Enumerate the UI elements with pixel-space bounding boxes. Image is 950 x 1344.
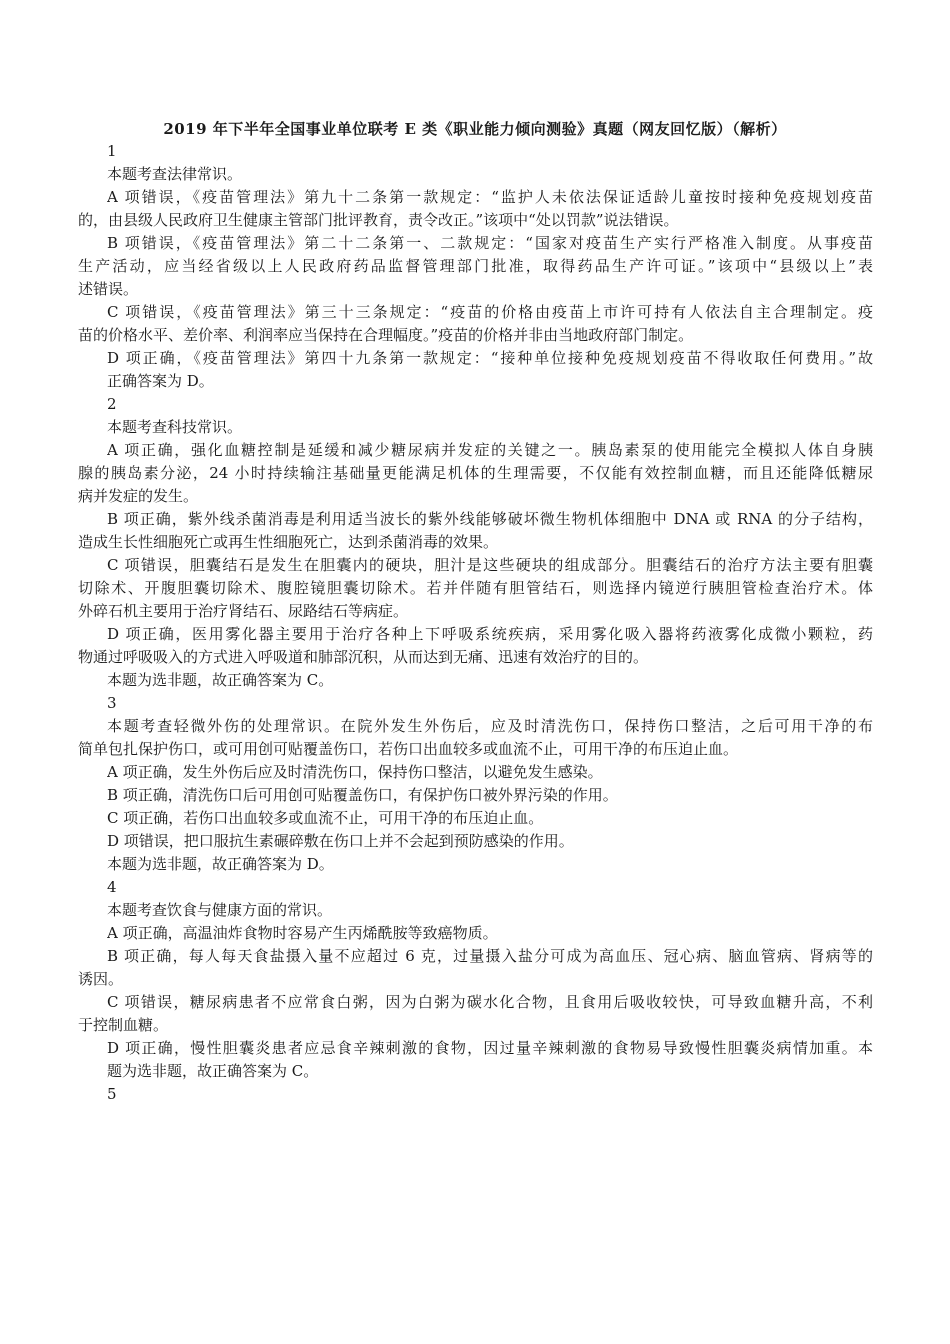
paragraph: D 项正确，医用雾化器主要用于治疗各种上下呼吸系统疾病，采用雾化吸入器将药液雾化成微小颗粒，药 bbox=[107, 625, 873, 643]
paragraph: A 项正确，强化血糖控制是延缓和减少糖尿病并发症的关键之一。胰岛素泵的使用能完全模拟人体自身胰 bbox=[107, 441, 873, 459]
paragraph-continuation: 物通过呼吸吸入的方式进入呼吸道和肺部沉积，从而达到无痛、迅速有效治疗的目的。 bbox=[78, 648, 649, 666]
answer-line: 本题为选非题，故正确答案为 C。 bbox=[107, 671, 334, 689]
answer-line: 本题为选非题，故正确答案为 D。 bbox=[107, 855, 334, 873]
paragraph: 本题考查法律常识。 bbox=[107, 165, 243, 183]
paragraph-continuation: 外碎石机主要用于治疗肾结石、尿路结石等病症。 bbox=[78, 602, 409, 620]
document-body bbox=[78, 140, 873, 1106]
paragraph-continuation: 简单包扎保护伤口，或可用创可贴覆盖伤口，若伤口出血较多或血流不止，可用干净的布压迫止血。 bbox=[78, 740, 739, 758]
paragraph-continuation: 正确答案为 D。 bbox=[107, 372, 214, 390]
paragraph: C 项错误，《疫苗管理法》第三十三条规定：“疫苗的价格由疫苗上市许可持有人依法自主合理制定。疫 bbox=[107, 303, 873, 321]
paragraph-continuation: 苗的价格水平、差价率、利润率应当保持在合理幅度。”疫苗的价格并非由当地政府部门制定。 bbox=[78, 326, 694, 344]
paragraph-continuation: 切除术、开腹胆囊切除术、腹腔镜胆囊切除术。若并伴随有胆管结石，则选择内镜逆行胰胆管检查治疗术。体 bbox=[78, 579, 873, 597]
paragraph: A 项正确，发生外伤后应及时清洗伤口，保持伤口整洁，以避免发生感染。 bbox=[107, 763, 603, 781]
paragraph: C 项错误，糖尿病患者不应常食白粥，因为白粥为碳水化合物，且食用后吸收较快，可导致血糖升高，不利 bbox=[107, 993, 873, 1011]
question-number: 3 bbox=[107, 694, 117, 712]
paragraph: 本题考查饮食与健康方面的常识。 bbox=[107, 901, 333, 919]
paragraph: C 项错误，胆囊结石是发生在胆囊内的硬块，胆汁是这些硬块的组成部分。胆囊结石的治疗方法主要有胆囊 bbox=[107, 556, 873, 574]
page-title: 2019 年下半年全国事业单位联考 E 类《职业能力倾向测验》真题（网友回忆版）（解析） bbox=[163, 120, 787, 138]
paragraph: D 项正确，慢性胆囊炎患者应忌食辛辣刺激的食物，因过量辛辣刺激的食物易导致慢性胆囊炎病情加重。本 bbox=[107, 1039, 873, 1057]
paragraph: D 项正确，《疫苗管理法》第四十九条第一款规定：“接种单位接种免疫规划疫苗不得收取任何费用。”故 bbox=[107, 349, 873, 367]
paragraph-continuation: 述错误。 bbox=[78, 280, 139, 298]
question-number: 4 bbox=[107, 878, 117, 896]
paragraph: B 项正确，每人每天食盐摄入量不应超过 6 克，过量摄入盐分可成为高血压、冠心病、脑血管病、肾病等的 bbox=[107, 947, 873, 965]
question-number: 5 bbox=[107, 1085, 117, 1103]
paragraph: 本题考查轻微外伤的处理常识。在院外发生外伤后，应及时清洗伤口，保持伤口整洁，之后可用干净的布 bbox=[107, 717, 873, 735]
paragraph: 本题考查科技常识。 bbox=[107, 418, 243, 436]
question-number: 1 bbox=[107, 142, 117, 160]
paragraph-continuation: 造成生长性细胞死亡或再生性细胞死亡，达到杀菌消毒的效果。 bbox=[78, 533, 499, 551]
question-number: 2 bbox=[107, 395, 117, 413]
paragraph: A 项正确，高温油炸食物时容易产生丙烯酰胺等致癌物质。 bbox=[107, 924, 498, 942]
paragraph-continuation: 的，由县级人民政府卫生健康主管部门批评教育，责令改正。”该项中“处以罚款”说法错误。 bbox=[78, 211, 679, 229]
paragraph: B 项正确，紫外线杀菌消毒是利用适当波长的紫外线能够破坏微生物机体细胞中 DNA 或 RNA 的分子结构， bbox=[107, 510, 873, 528]
paragraph-continuation: 生产活动，应当经省级以上人民政府药品监督管理部门批准，取得药品生产许可证。”该项中“县级以上”表 bbox=[78, 257, 873, 275]
paragraph-continuation: 诱因。 bbox=[78, 970, 124, 988]
paragraph-continuation: 于控制血糖。 bbox=[78, 1016, 169, 1034]
paragraph: A 项错误，《疫苗管理法》第九十二条第一款规定：“监护人未依法保证适龄儿童按时接种免疫规划疫苗 bbox=[107, 188, 873, 206]
paragraph: B 项错误，《疫苗管理法》第二十二条第一、二款规定：“国家对疫苗生产实行严格准入制度。从事疫苗 bbox=[107, 234, 873, 252]
paragraph-continuation: 腺的胰岛素分泌，24 小时持续输注基础量更能满足机体的生理需要，不仅能有效控制血糖，而且还能降低糖尿 bbox=[78, 464, 873, 482]
paragraph: C 项正确，若伤口出血较多或血流不止，可用干净的布压迫止血。 bbox=[107, 809, 544, 827]
paragraph: D 项错误，把口服抗生素碾碎敷在伤口上并不会起到预防感染的作用。 bbox=[107, 832, 574, 850]
paragraph-continuation: 题为选非题，故正确答案为 C。 bbox=[107, 1062, 319, 1080]
paragraph-continuation: 病并发症的发生。 bbox=[78, 487, 199, 505]
paragraph: B 项正确，清洗伤口后可用创可贴覆盖伤口，有保护伤口被外界污染的作用。 bbox=[107, 786, 618, 804]
